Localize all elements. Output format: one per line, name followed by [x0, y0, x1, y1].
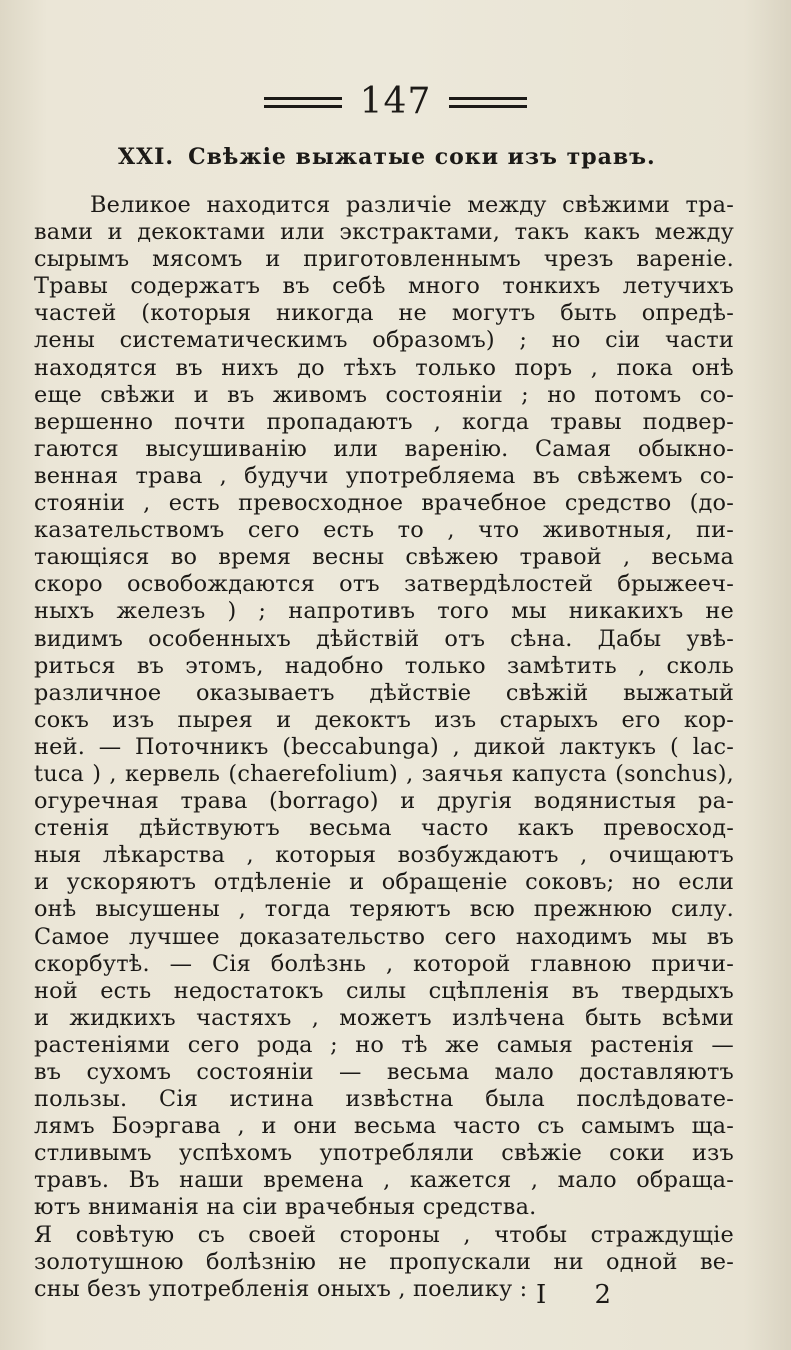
signature-mark: I 2 [536, 1280, 632, 1310]
text-line: растеніями сего рода ; но тѣ же самыя растенія — [34, 1031, 734, 1058]
text-line: лены систематическимъ образомъ) ; но сіи части [34, 327, 734, 354]
text-line: еще свѣжи и въ живомъ состояніи ; но потомъ со- [34, 381, 734, 408]
text-line: скорбутѣ. — Сія болѣзнь , которой главною причи- [34, 950, 734, 977]
text-line: пользы. Сія истина извѣстна была послѣдовате- [34, 1086, 734, 1113]
text-line: травъ. Въ наши времена , кажется , мало обраща- [34, 1167, 734, 1194]
text-line: стенія дѣйствуютъ весьма часто какъ превосход- [34, 815, 734, 842]
text-line: Самое лучшее доказательство сего находимъ мы въ [34, 923, 734, 950]
text-line: находятся въ нихъ до тѣхъ только поръ , пока онѣ [34, 354, 734, 381]
text-line: скоро освобождаются отъ затвердѣлостей брыжееч- [34, 571, 734, 598]
text-line: частей (которыя никогда не могутъ быть опредѣ- [34, 300, 734, 327]
text-line: стояніи , есть превосходное врачебное средство (до- [34, 490, 734, 517]
text-line: риться въ этомъ, надобно только замѣтить , сколь [34, 652, 734, 679]
page-header [0, 82, 791, 122]
text-line: вершенно почти пропадаютъ , когда травы подвер- [34, 408, 734, 435]
text-line: видимъ особенныхъ дѣйствій отъ сѣна. Дабы увѣ- [34, 625, 734, 652]
text-line: ныхъ железъ ) ; напротивъ того мы никакихъ не [34, 598, 734, 625]
text-line: сокъ изъ пырея и декоктъ изъ старыхъ его кор- [34, 706, 734, 733]
text-line: и ускоряютъ отдѣленіе и обращеніе соковъ; но если [34, 869, 734, 896]
text-line: tuca ) , кервель (chaerefolium) , заячья капуста (sonchus), [34, 760, 734, 787]
text-line: сны безъ употребленія оныхъ , поелику : [34, 1275, 528, 1302]
text-line: въ сухомъ состояніи — весьма мало доставляютъ [34, 1059, 734, 1085]
text-line: тающіяся во время весны свѣжею травой , весьма [34, 544, 734, 571]
body-text [34, 192, 734, 1303]
text-line: золотушною болѣзнію не пропускали ни одной ве- [34, 1248, 734, 1275]
text-line: гаются высушиванію или варенію. Самая обыкно- [34, 435, 734, 462]
text-line: ныя лѣкарства , которыя возбуждаютъ , очищаютъ [34, 842, 734, 869]
text-line: лямъ Боэргава , и они весьма часто съ самымъ ща- [34, 1113, 734, 1140]
section-heading [118, 144, 758, 170]
text-line: казательствомъ сего есть то , что животныя, пи- [34, 517, 734, 544]
text-line: Великое находится различіе между свѣжими тра- [90, 192, 734, 218]
text-line: стливымъ успѣхомъ употребляли свѣжіе соки изъ [34, 1140, 734, 1167]
page-number: 147 [359, 81, 432, 122]
text-line: ютъ вниманія на сіи врачебныя средства. [34, 1194, 537, 1221]
text-line: Травы содержатъ въ себѣ много тонкихъ летучихъ [34, 273, 734, 300]
text-line: и жидкихъ частяхъ , можетъ излѣчена быть всѣми [34, 1004, 734, 1031]
text-line: Я совѣтую съ своей стороны , чтобы страждущіе [34, 1221, 734, 1248]
text-line: огуречная трава (borrago) и другія водянистыя ра- [34, 788, 734, 815]
section-number: XXI. [118, 144, 175, 170]
text-line: различное оказываетъ дѣйствіе свѣжій выжатый [34, 679, 734, 706]
text-line: венная трава , будучи употребляема въ свѣжемъ со- [34, 462, 734, 489]
section-title: Свѣжіе выжатые соки изъ травъ. [188, 144, 656, 170]
text-line: вами и декоктами или экстрактами, такъ какъ между [34, 219, 734, 246]
text-line: ней. — Поточникъ (beccabunga) , дикой лактукъ ( lac- [34, 733, 734, 760]
text-line: онѣ высушены , тогда теряютъ всю прежнюю силу. [34, 896, 734, 923]
header-rule-left [264, 97, 342, 108]
text-line: сырымъ мясомъ и приготовленнымъ чрезъ вареніе. [34, 246, 734, 273]
text-line: ной есть недостатокъ силы сцѣпленія въ твердыхъ [34, 977, 734, 1004]
header-rule-right [449, 97, 527, 108]
